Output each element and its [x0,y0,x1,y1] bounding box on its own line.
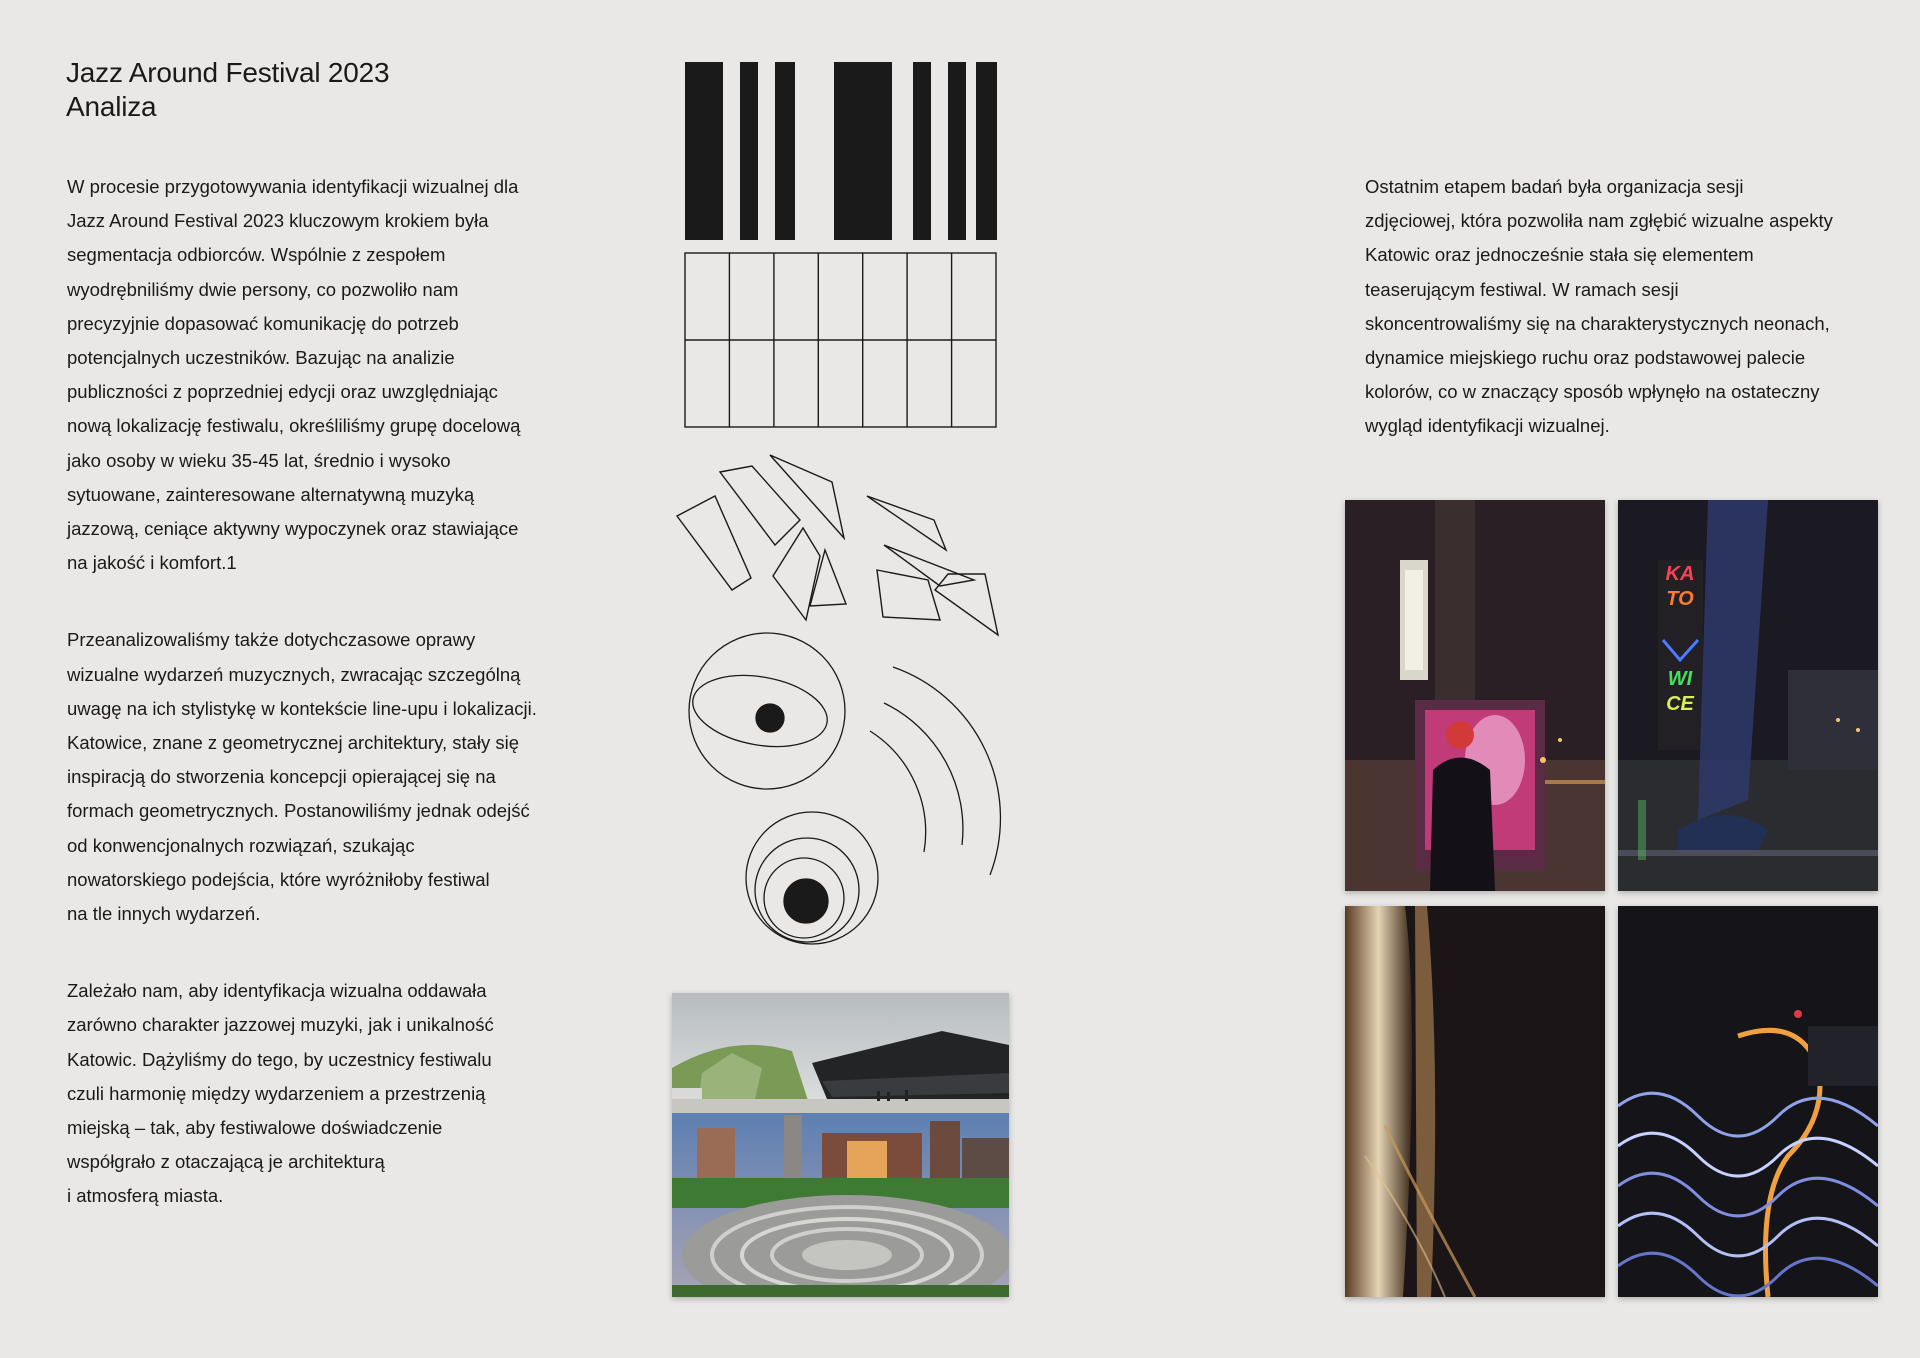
text-line: inspiracją do stworzenia koncepcji opierającej się na [67,766,496,788]
text-line: Przeanalizowaliśmy także dotychczasowe oprawy [67,629,476,651]
text-line: zdjęciowej, która pozwoliła nam zgłębić wizualne aspekty [1365,210,1833,232]
text-line: współgrało z otaczającą je architekturą [67,1151,385,1173]
text-line: na jakość i komfort.1 [67,552,237,574]
text-line: wygląd identyfikacji wizualnej. [1365,415,1610,437]
arcs-graphic [870,667,1000,875]
text-line: Katowic oraz jednocześnie stała się elementem [1365,244,1754,266]
grid-graphic [685,253,996,427]
architecture-photo [672,993,1009,1297]
light-waves-photo [1618,906,1878,1297]
piano-keys-graphic [685,62,997,240]
text-line: Ostatnim etapem badań była organizacja sesji [1365,176,1744,197]
title-line-1: Jazz Around Festival 2023 [66,57,390,88]
text-line: formach geometrycznych. Postanowiliśmy jednak odejść [67,800,530,822]
text-line: publiczności z poprzedniej edycji oraz uwzględniając [67,381,498,403]
text-line: potencjalnych uczestników. Bazując na analizie [67,347,455,369]
text-line: nową lokalizację festiwalu, określiliśmy grupę docelową [67,415,521,437]
neon-letters-wi: WI [1667,668,1693,690]
text-line: Jazz Around Festival 2023 kluczowym krokiem była [67,210,489,232]
text-line: i atmosferą miasta. [67,1185,224,1207]
neon-letters-ce: CE [1666,693,1694,715]
text-line: segmentacja odbiorców. Wspólnie z zespołem [67,244,446,266]
text-line: skoncentrowaliśmy się na charakterystycznych neonach, [1365,312,1830,334]
text-line: dynamice miejskiego ruchu oraz podstawowej palecie [1365,347,1806,369]
text-line: nowatorskiego podejścia, które wyróżniłoby festiwal [67,868,490,890]
neon-letters-ka: KA [1665,563,1695,585]
text-line: W procesie przygotowywania identyfikacji wizualnej dla [67,176,519,197]
text-line: od konwencjonalnych rozwiązań, szukając [67,834,415,856]
shards-graphic [677,455,998,635]
text-line: zarówno charakter jazzowej muzyki, jak i unikalność [67,1014,494,1036]
text-line: jazzową, ceniące aktywny wypoczynek oraz stawiające [67,518,519,540]
light-streak-photo [1345,906,1605,1297]
text-line: czuli harmonię między wydarzeniem a przestrzenią [67,1082,486,1104]
text-line: jako osoby w wieku 35-45 lat, średnio i wysoko [67,449,451,471]
title-line-2: Analiza [66,91,157,122]
text-line: teaserującym festiwal. W ramach sesji [1365,278,1679,300]
text-line: na tle innych wydarzeń. [67,903,261,925]
text-line: kolorów, co w znaczący sposób wpłynęło na ostateczny [1365,381,1820,403]
text-line: sytuowane, zainteresowane alternatywną muzyką [67,483,475,505]
neon-katowice-photo [1618,500,1878,891]
text-line: Katowic. Dążyliśmy do tego, by uczestnicy festiwalu [67,1048,492,1070]
neon-letters-to: TO [1666,588,1694,610]
text-line: wyodrębniliśmy dwie persony, co pozwoliło nam [67,278,459,300]
eye-circles-graphic [687,633,878,944]
text-line: wizualne wydarzeń muzycznych, zwracając szczególną [67,663,521,685]
text-line: precyzyjnie dopasować komunikację do potrzeb [67,312,459,334]
text-line: Zależało nam, aby identyfikacja wizualna oddawała [67,980,487,1002]
text-line: miejską – tak, aby festiwalowe doświadczenie [67,1117,443,1139]
text-line: Katowice, znane z geometrycznej architektury, stały się [67,732,520,754]
text-line: uwagę na ich stylistykę w kontekście line-upu i lokalizacji. [67,697,537,719]
night-street-photo [1345,500,1605,891]
